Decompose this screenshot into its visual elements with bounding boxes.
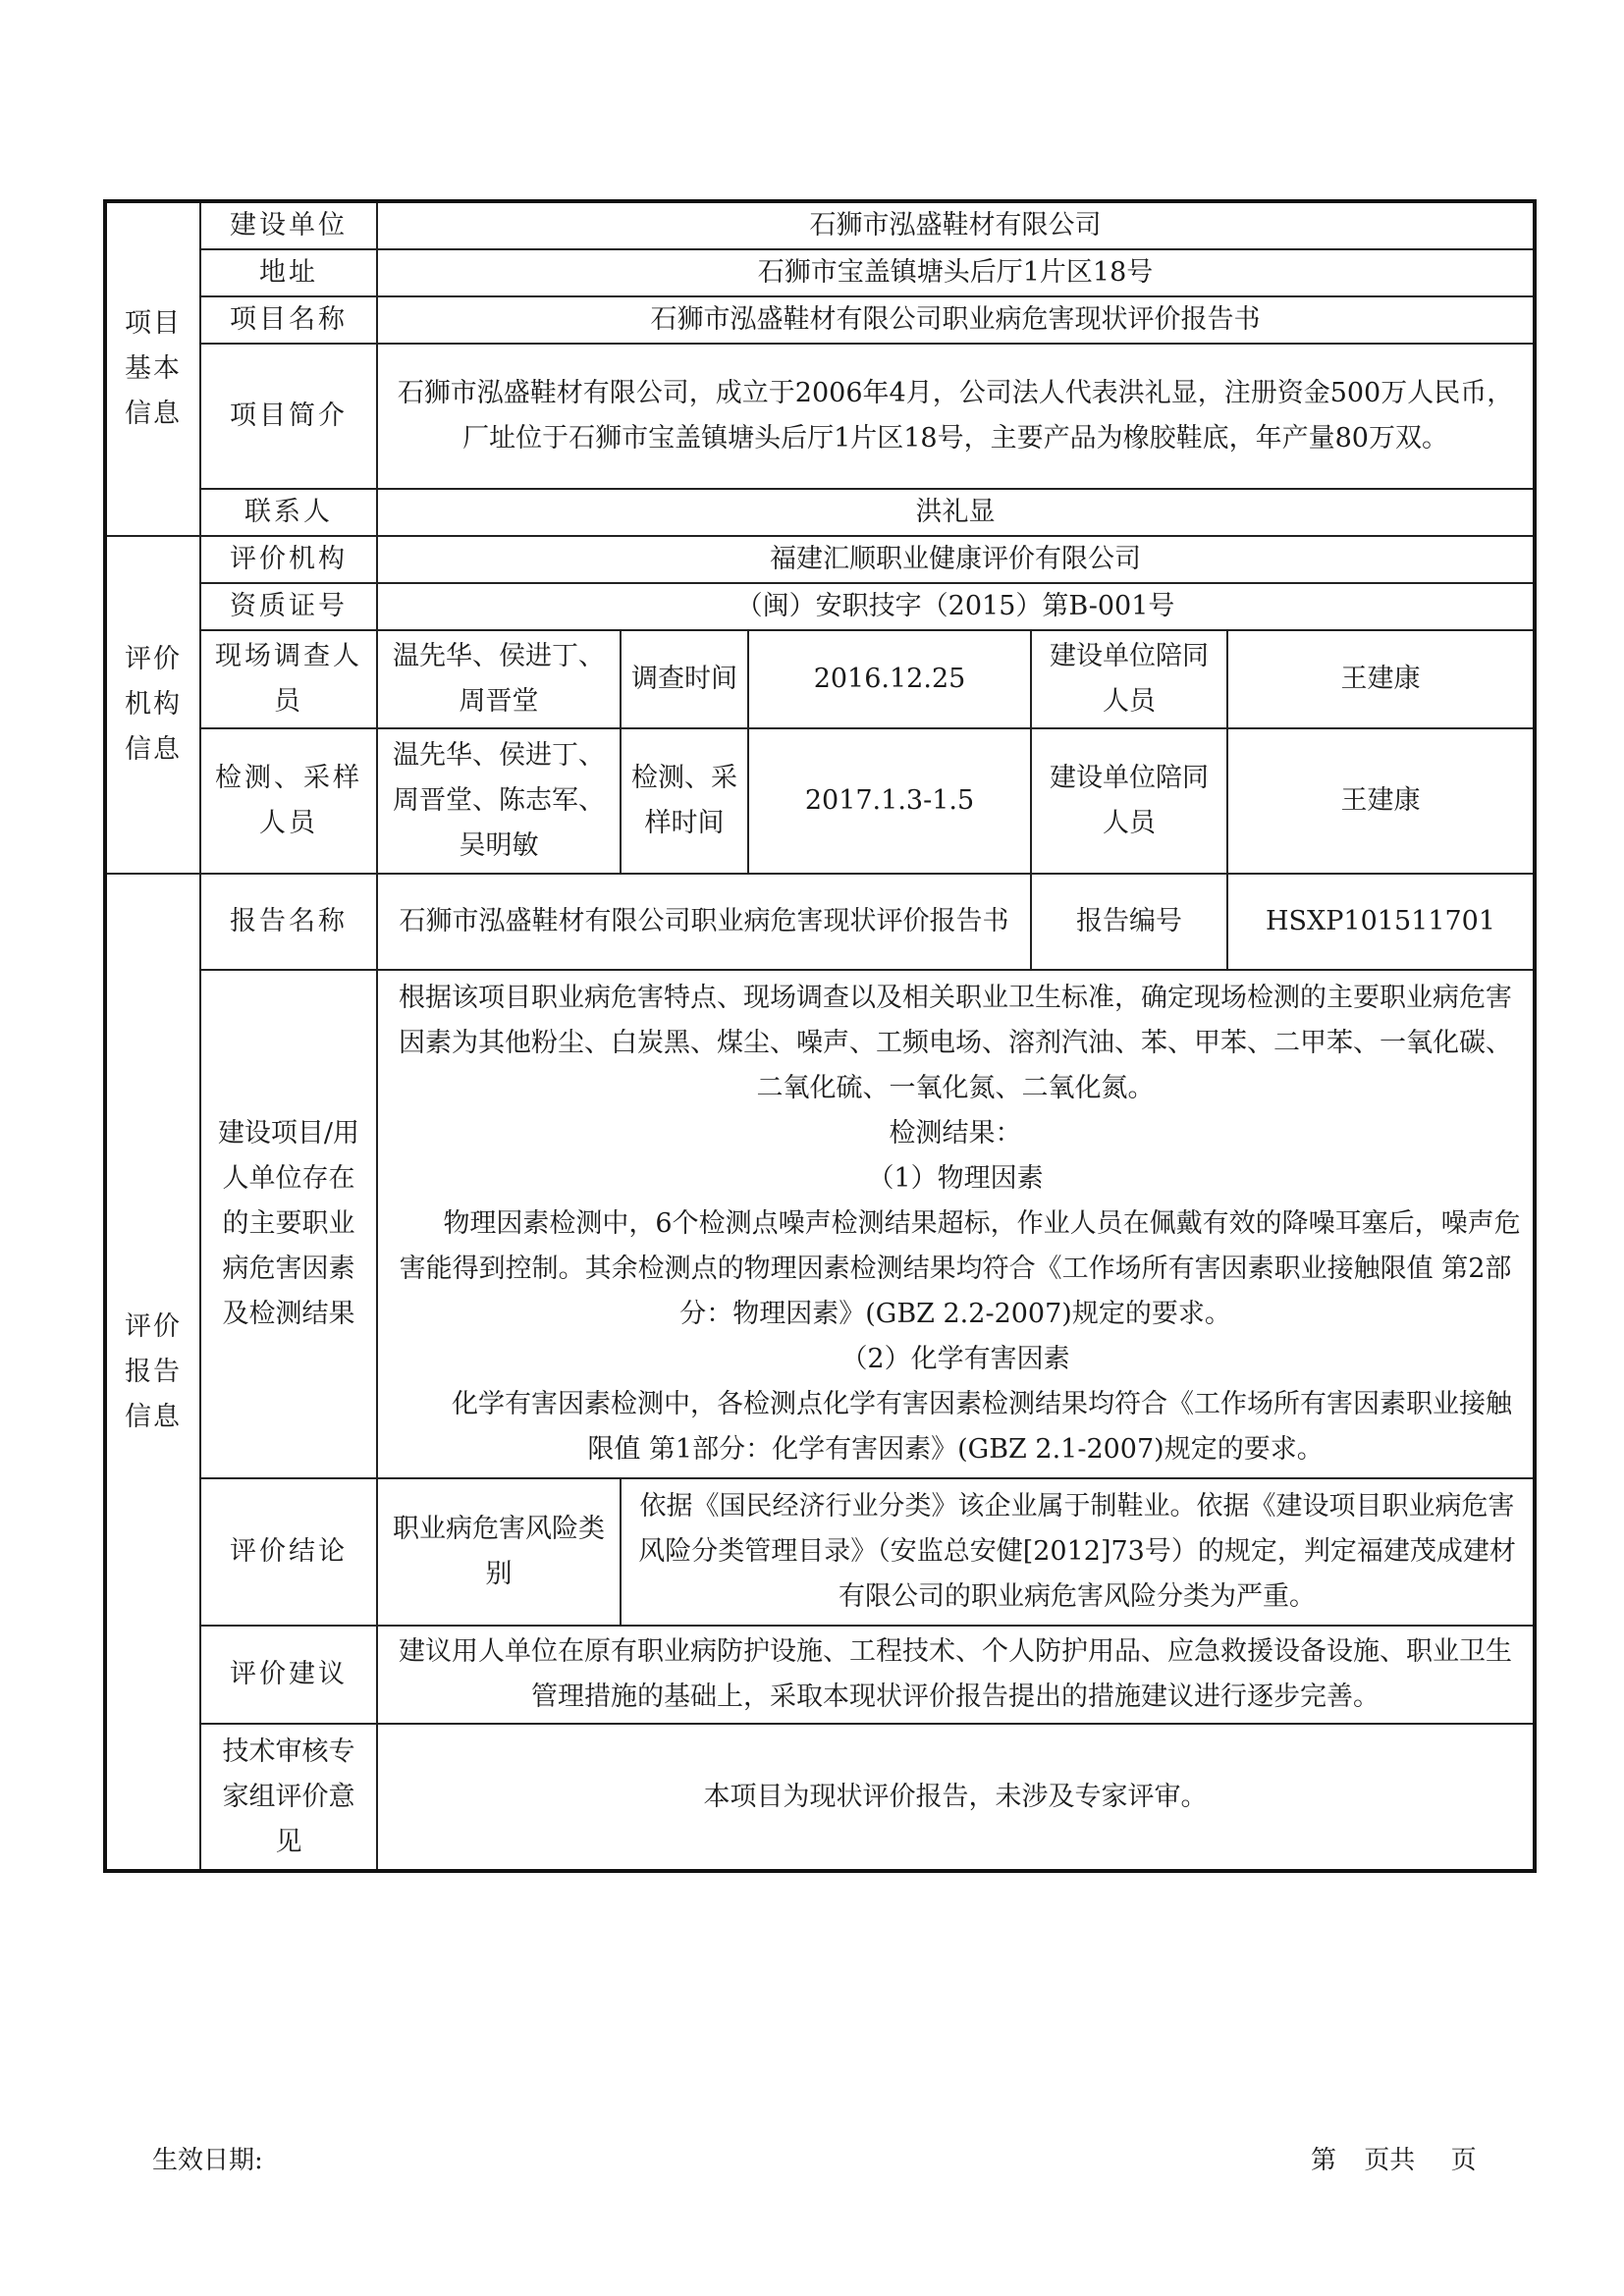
address-value: 石狮市宝盖镇塘头后厅1片区18号: [377, 249, 1535, 296]
project-name-value: 石狮市泓盛鞋材有限公司职业病危害现状评价报告书: [377, 296, 1535, 344]
risk-category-label: 职业病危害风险类别: [377, 1478, 621, 1626]
agency-value: 福建汇顺职业健康评价有限公司: [377, 536, 1535, 583]
chemical-text: 化学有害因素检测中，各检测点化学有害因素检测结果均符合《工作场所有害因素职业接触限值 第1部分：化学有害因素》(GBZ 2.1-2007)规定的要求。: [452, 1389, 1513, 1465]
section-agency-info: 评价 机构 信息: [105, 536, 200, 874]
factors-content: [377, 970, 1535, 1478]
advice-label: 评价建议: [200, 1626, 377, 1724]
sampling-staff-value: 温先华、侯进丁、周晋堂、陈志军、吴明敏: [377, 728, 621, 874]
project-name-label: 项目名称: [200, 296, 377, 344]
factors-label: 建设项目/用人单位存在的主要职业病危害因素及检测结果: [200, 970, 377, 1478]
conclusion-value: 依据《国民经济行业分类》该企业属于制鞋业。依据《建设项目职业病危害风险分类管理目录》（安监总安健[2012]73号）的规定，判定福建茂成建材有限公司的职业病危害风险分类为严重。: [621, 1478, 1535, 1626]
survey-staff-value: 温先华、侯进丁、周晋堂: [377, 630, 621, 728]
contact-value: 洪礼显: [377, 489, 1535, 536]
project-intro-value: 石狮市泓盛鞋材有限公司，成立于2006年4月，公司法人代表洪礼显，注册资金500万人民币，厂址位于石狮市宝盖镇塘头后厅1片区18号，主要产品为橡胶鞋底，年产量80万双。: [377, 344, 1535, 489]
contact-label: 联系人: [200, 489, 377, 536]
factors-intro: 根据该项目职业病危害特点、现场调查以及相关职业卫生标准，确定现场检测的主要职业病危害因素为其他粉尘、白炭黑、煤尘、噪声、工频电场、溶剂汽油、苯、甲苯、二甲苯、一氧化碳、二氧化硫、一氧化氮、二氧化氮。: [399, 983, 1513, 1103]
section-report-info: 评价 报告 信息: [105, 874, 200, 1871]
report-name-value: 石狮市泓盛鞋材有限公司职业病危害现状评价报告书: [377, 874, 1031, 970]
report-number-label: 报告编号: [1031, 874, 1227, 970]
sampling-staff-label: 检测、采样人员: [200, 728, 377, 874]
sampling-time-value: 2017.1.3-1.5: [748, 728, 1031, 874]
effective-date-label: 生效日期:: [152, 2146, 263, 2175]
expert-value: 本项目为现状评价报告，未涉及专家评审。: [377, 1724, 1535, 1871]
accompany-label-1: 建设单位陪同人员: [1031, 630, 1227, 728]
page-suffix: 页: [1450, 2146, 1477, 2175]
survey-time-value: 2016.12.25: [748, 630, 1031, 728]
report-table: [103, 199, 1537, 1873]
survey-time-label: 调查时间: [621, 630, 748, 728]
page-prefix: 第: [1311, 2146, 1337, 2175]
builder-label: 建设单位: [200, 201, 377, 249]
conclusion-label: 评价结论: [200, 1478, 377, 1626]
report-number-value: HSXP101511701: [1227, 874, 1535, 970]
builder-value: 石狮市泓盛鞋材有限公司: [377, 201, 1535, 249]
advice-value: 建议用人单位在原有职业病防护设施、工程技术、个人防护用品、应急救援设备设施、职业卫生管理措施的基础上，采取本现状评价报告提出的措施建议进行逐步完善。: [377, 1626, 1535, 1724]
section-basic-info: 项目 基本 信息: [105, 201, 200, 536]
physical-text: 物理因素检测中，6个检测点噪声检测结果超标，作业人员在佩戴有效的降噪耳塞后，噪声危害能得到控制。其余检测点的物理因素检测结果均符合《工作场所有害因素职业接触限值 第2部分：物理因素》(GBZ 2.2-2007)规定的要求。: [399, 1208, 1521, 1329]
expert-label: 技术审核专家组评价意见: [200, 1724, 377, 1871]
cert-value: （闽）安职技字（2015）第B-001号: [377, 583, 1535, 630]
accompany-label-2: 建设单位陪同人员: [1031, 728, 1227, 874]
project-intro-label: 项目简介: [200, 344, 377, 489]
survey-staff-label: 现场调查人员: [200, 630, 377, 728]
sampling-time-label: 检测、采样时间: [621, 728, 748, 874]
page-mid: 页共: [1364, 2146, 1416, 2175]
cert-label: 资质证号: [200, 583, 377, 630]
physical-title: （1）物理因素: [867, 1163, 1044, 1194]
address-label: 地址: [200, 249, 377, 296]
report-name-label: 报告名称: [200, 874, 377, 970]
accompany-value-1: 王建康: [1227, 630, 1535, 728]
agency-label: 评价机构: [200, 536, 377, 583]
page-number: [1311, 2140, 1483, 2176]
accompany-value-2: 王建康: [1227, 728, 1535, 874]
results-title: 检测结果：: [889, 1118, 1022, 1148]
chemical-title: （2）化学有害因素: [840, 1344, 1070, 1374]
